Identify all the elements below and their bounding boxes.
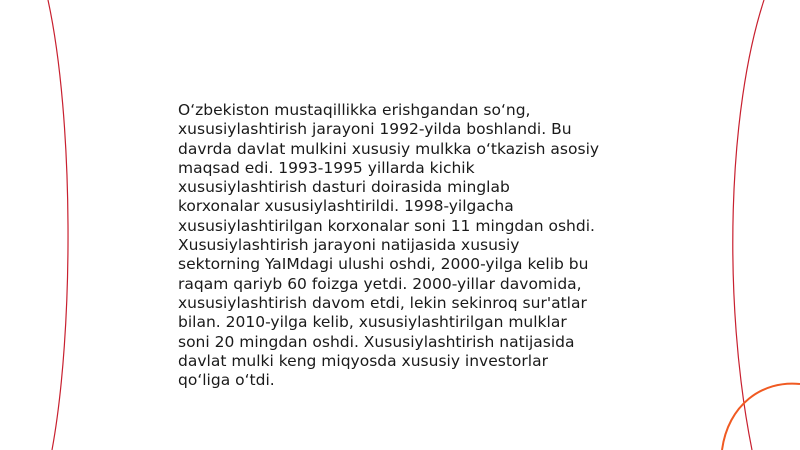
slide-body-text: O‘zbekiston mustaqillikka erishgandan so‘ng, xususiylashtirish jarayoni 1992-yilda boshlandi. Bu davrda davlat mulkini xususiy mulkka o‘tkazish asosiy maqsad edi. 1993-1995 yillarda kichik xususiylashtirish dasturi doirasida minglab korxonalar xususiylashtirildi. 1998-yilgacha xususiylashtirilgan korxonalar soni 11 mingdan oshdi. Xususiylashtirish jarayoni natijasida xususiy sektorning YaIMdagi ulushi oshdi, 2000-yilga kelib bu raqam qariyb 60 foizga yetdi. 2000-yillar davomida, xususiylashtirish davom etdi, lekin sekinroq sur'atlar bilan. 2010-yilga kelib, xususiylashtirilgan mulklar soni 20 mingdan oshdi. Xususiylashtirish natijasida davlat mulki keng miqyosda xususiy investorlar qo‘liga o‘tdi. bbox=[178, 101, 600, 390]
left-red-arc bbox=[48, 0, 68, 450]
right-red-arc bbox=[733, 0, 764, 450]
bottom-right-orange-arc bbox=[722, 384, 800, 450]
